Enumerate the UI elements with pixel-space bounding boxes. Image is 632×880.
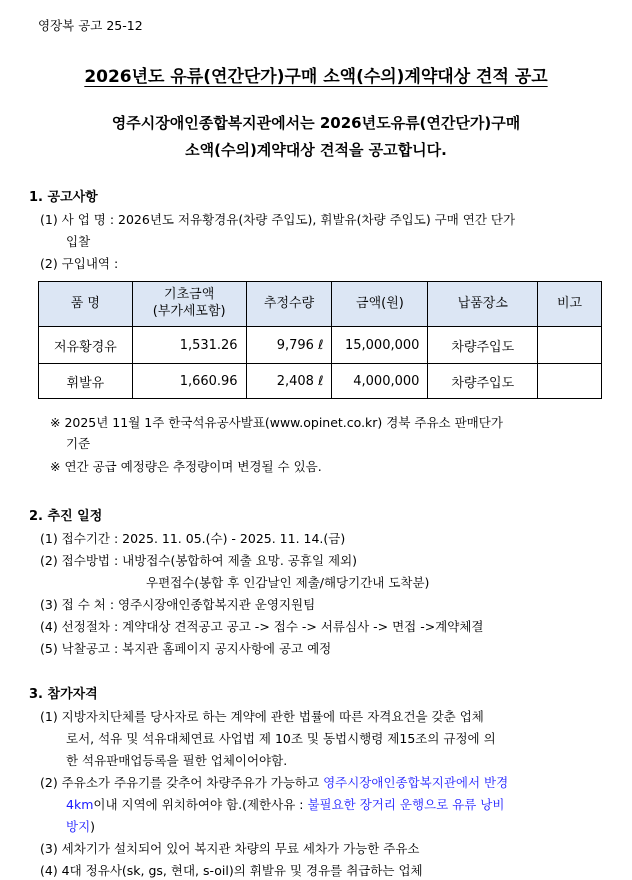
cell-amount: 15,000,000 (332, 327, 428, 364)
cell-base-price: 1,660.96 (132, 364, 246, 399)
qualification-2-text: 이내 지역에 위치하여야 함.(제한사유 : (93, 797, 308, 812)
schedule-line: (5) 낙찰공고 : 복지관 홈페이지 공지사항에 공고 예정 (40, 641, 332, 656)
qualification-3: (3) 세차기가 설치되어 있어 복지관 차량의 무료 세차가 가능한 주유소 (40, 841, 420, 856)
qualification-1: (1) 지방자치단체를 당사자로 하는 계약에 관한 법률에 따른 자격요건을 갖춘 업체 (40, 709, 484, 724)
section-1-heading: 1. 공고사항 (29, 190, 98, 205)
schedule-line: 우편접수(봉합 후 인감날인 제출/해당기간내 도착분) (146, 575, 430, 590)
cell-base-price: 1,531.26 (132, 327, 246, 364)
cell-delivery: 차량주입도 (428, 327, 538, 364)
note-price-basis: ※ 2025년 11월 1주 한국석유공사발표(www.opinet.co.kr) 경북 주유소 판매단가 (50, 415, 503, 430)
cell-delivery: 차량주입도 (428, 364, 538, 399)
header-delivery: 납품장소 (428, 282, 538, 327)
cell-item-name: 휘발유 (39, 364, 133, 399)
note-price-basis-cont: 기준 (66, 436, 91, 451)
qualification-2-close: ) (90, 819, 96, 834)
qualification-1-cont: 한 석유판매업등록을 필한 업체이어야함. (66, 753, 288, 768)
table-row (39, 327, 602, 364)
header-quantity: 추정수량 (246, 282, 332, 327)
section-1-item-1: (1) 사 업 명 : 2026년도 저유황경유(차량 주입도), 휘발유(차량 주입도) 구매 연간 단가 (40, 212, 516, 227)
document-number: 영장복 공고 25-12 (38, 18, 143, 33)
header-item-name: 품 명 (39, 282, 133, 327)
qualification-2-highlight: 영주시장애인종합복지관에서 반경 (323, 775, 509, 790)
schedule-line: (3) 접 수 처 : 영주시장애인종합복지관 운영지원팀 (40, 597, 316, 612)
page-title: 2026년도 유류(연간단가)구매 소액(수의)계약대상 견적 공고 (84, 67, 548, 87)
cell-quantity: 2,408 ℓ (246, 364, 332, 399)
header-remarks: 비고 (538, 282, 602, 327)
note-estimate: ※ 연간 공급 예정량은 추정량이며 변경될 수 있음. (50, 459, 322, 474)
section-1-item-1-cont: 입찰 (66, 234, 91, 249)
section-1-item-2: (2) 구입내역 : (40, 256, 119, 271)
table-header-row (39, 282, 602, 327)
header-amount: 금액(원) (332, 282, 428, 327)
qualification-2 (40, 773, 508, 791)
qualification-2-distance: 4km (66, 797, 94, 812)
lead-line-1: 영주시장애인종합복지관에서는 2026년도유류(연간단가)구매 (111, 114, 521, 132)
cell-amount: 4,000,000 (332, 364, 428, 399)
qualification-2-cont (66, 817, 95, 835)
purchase-table (38, 281, 602, 399)
qualification-2-text: (2) 주유소가 주유기를 갖추어 차량주유가 가능하고 (40, 775, 324, 790)
cell-remarks (538, 364, 602, 399)
header-base-price (132, 282, 246, 327)
header-vat-note: (부가세포함) (152, 304, 226, 319)
header-base-price-label: 기초금액 (164, 287, 215, 303)
qualification-2-reason-end: 방지 (66, 819, 91, 834)
qualification-2-cont (66, 795, 504, 813)
schedule-line: (2) 접수방법 : 내방접수(봉합하여 제출 요망. 공휴일 제외) (40, 553, 358, 568)
section-2-heading: 2. 추진 일정 (29, 509, 103, 524)
cell-item-name: 저유황경유 (39, 327, 133, 364)
cell-quantity: 9,796 ℓ (246, 327, 332, 364)
qualification-4: (4) 4대 정유사(sk, gs, 현대, s-oil)의 휘발유 및 경유를 취급하는 업체 (40, 863, 423, 878)
qualification-1-cont: 로서, 석유 및 석유대체연료 사업법 제 10조 및 동법시행령 제15조의 규정에 의 (66, 731, 496, 746)
lead-line-2: 소액(수의)계약대상 견적을 공고합니다. (185, 141, 447, 159)
schedule-line: (1) 접수기간 : 2025. 11. 05.(수) - 2025. 11. 14.(금) (40, 531, 346, 546)
schedule-line: (4) 선정절차 : 계약대상 견적공고 공고 -> 접수 -> 서류심사 -> 면접 ->계약체결 (40, 619, 484, 634)
section-3-heading: 3. 참가자격 (29, 687, 98, 702)
cell-remarks (538, 327, 602, 364)
table-row (39, 364, 602, 399)
qualification-2-reason: 불필요한 장거리 운행으로 유류 낭비 (307, 797, 505, 812)
